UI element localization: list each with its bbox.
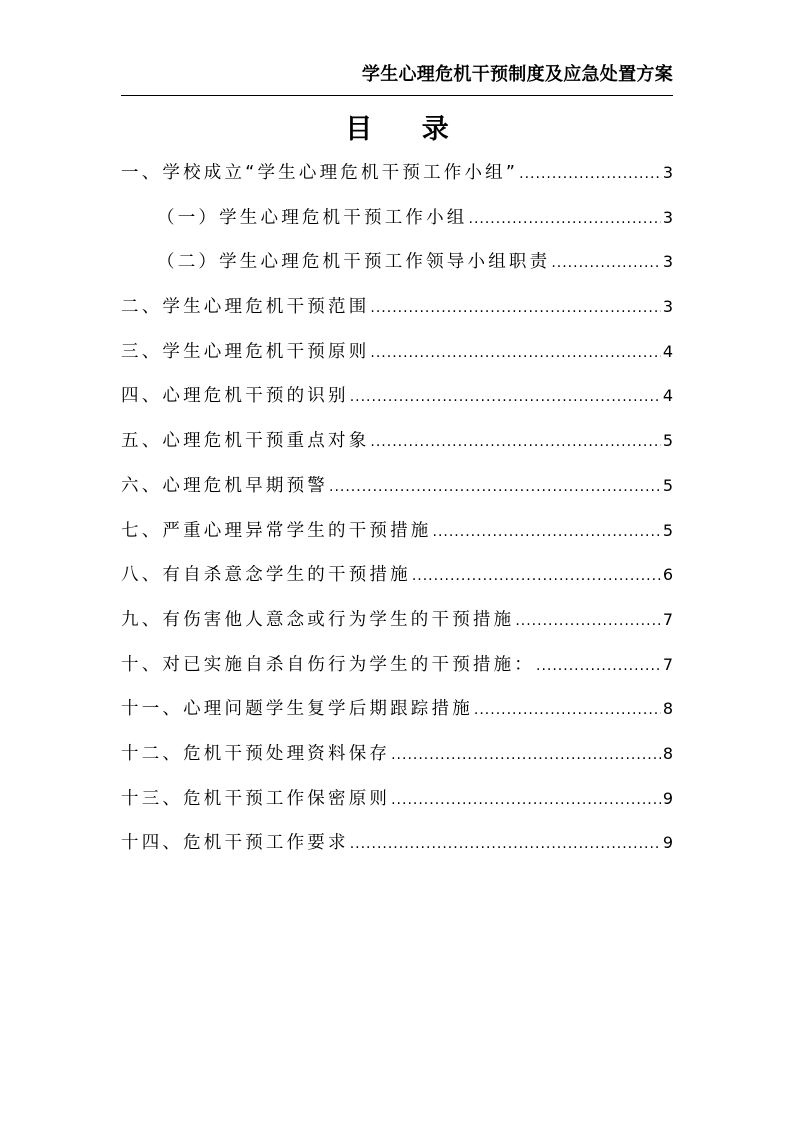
toc-entry-text: 十三、危机干预工作保密原则: [121, 788, 391, 809]
dot-leader: [370, 423, 660, 461]
toc-entry-text: 十一、心理问题学生复学后期跟踪措施: [121, 699, 473, 720]
toc-entry-text: 四、心理危机干预的识别: [121, 386, 349, 407]
toc-entry-text: 九、有伤害他人意念或行为学生的干预措施: [121, 609, 515, 630]
toc-entry-page: 3: [662, 252, 673, 272]
toc-entry-1-1[interactable]: [121, 199, 673, 244]
dot-leader: [433, 513, 661, 551]
toc-entry-text: 十四、危机干预工作要求: [121, 833, 349, 854]
toc-entry-page: 7: [662, 609, 673, 629]
toc-entry-page: 6: [662, 565, 673, 585]
toc-entry-7[interactable]: [121, 512, 673, 557]
toc-entry-text: 十二、危机干预处理资料保存: [121, 743, 391, 764]
header-divider: [121, 95, 673, 96]
toc-entry-1[interactable]: [121, 154, 673, 199]
table-of-contents: [121, 154, 673, 869]
toc-entry-page: 9: [662, 833, 673, 853]
toc-entry-1-2[interactable]: [121, 243, 673, 288]
toc-entry-6[interactable]: [121, 467, 673, 512]
toc-entry-page: 3: [662, 207, 673, 227]
dot-leader: [370, 289, 660, 327]
dot-leader: [391, 781, 661, 819]
toc-entry-12[interactable]: [121, 735, 673, 780]
toc-entry-5[interactable]: [121, 422, 673, 467]
toc-entry-page: 7: [662, 654, 673, 674]
toc-entry-text: （一）学生心理危机干预工作小组: [157, 207, 468, 228]
dot-leader: [515, 602, 661, 640]
dot-leader: [391, 736, 661, 774]
dot-leader: [519, 155, 661, 193]
toc-entry-page: 5: [662, 431, 673, 451]
toc-entry-text: 三、学生心理危机干预原则: [121, 341, 370, 362]
document-header-title: 学生心理危机干预制度及应急处置方案: [361, 64, 673, 85]
toc-entry-3[interactable]: [121, 333, 673, 378]
toc-entry-14[interactable]: [121, 824, 673, 869]
toc-entry-13[interactable]: [121, 780, 673, 825]
toc-title: 目 录: [345, 114, 469, 145]
toc-entry-text: 八、有自杀意念学生的干预措施: [121, 565, 411, 586]
toc-entry-page: 4: [662, 341, 673, 361]
toc-entry-page: 3: [662, 163, 673, 182]
toc-entry-page: 5: [662, 520, 673, 540]
toc-entry-text: 五、心理危机干预重点对象: [121, 431, 370, 452]
dot-leader: [350, 378, 661, 416]
toc-entry-page: 9: [662, 788, 673, 808]
dot-leader: [551, 244, 661, 282]
toc-entry-text: （二）学生心理危机干预工作领导小组职责: [157, 252, 551, 273]
toc-entry-text: 一、学校成立“学生心理危机干预工作小组”: [121, 163, 519, 183]
toc-entry-page: 8: [662, 699, 673, 719]
dot-leader: [350, 825, 661, 863]
toc-entry-text: 七、严重心理异常学生的干预措施: [121, 520, 432, 541]
toc-entry-8[interactable]: [121, 556, 673, 601]
dot-leader: [370, 334, 660, 372]
toc-entry-text: 十、对已实施自杀自伤行为学生的干预措施：: [121, 654, 535, 675]
dot-leader: [536, 647, 661, 685]
toc-entry-4[interactable]: [121, 377, 673, 422]
dot-leader: [474, 691, 661, 729]
toc-entry-10[interactable]: [121, 646, 673, 691]
toc-entry-text: 六、心理危机早期预警: [121, 475, 328, 496]
toc-entry-page: 5: [662, 475, 673, 495]
toc-entry-page: 8: [662, 743, 673, 763]
dot-leader: [329, 468, 661, 506]
dot-leader: [412, 557, 661, 595]
toc-entry-text: 二、学生心理危机干预范围: [121, 297, 370, 318]
toc-entry-2[interactable]: [121, 288, 673, 333]
toc-entry-9[interactable]: [121, 601, 673, 646]
toc-entry-page: 4: [662, 386, 673, 406]
toc-entry-11[interactable]: [121, 690, 673, 735]
dot-leader: [469, 200, 661, 238]
toc-entry-page: 3: [662, 297, 673, 317]
